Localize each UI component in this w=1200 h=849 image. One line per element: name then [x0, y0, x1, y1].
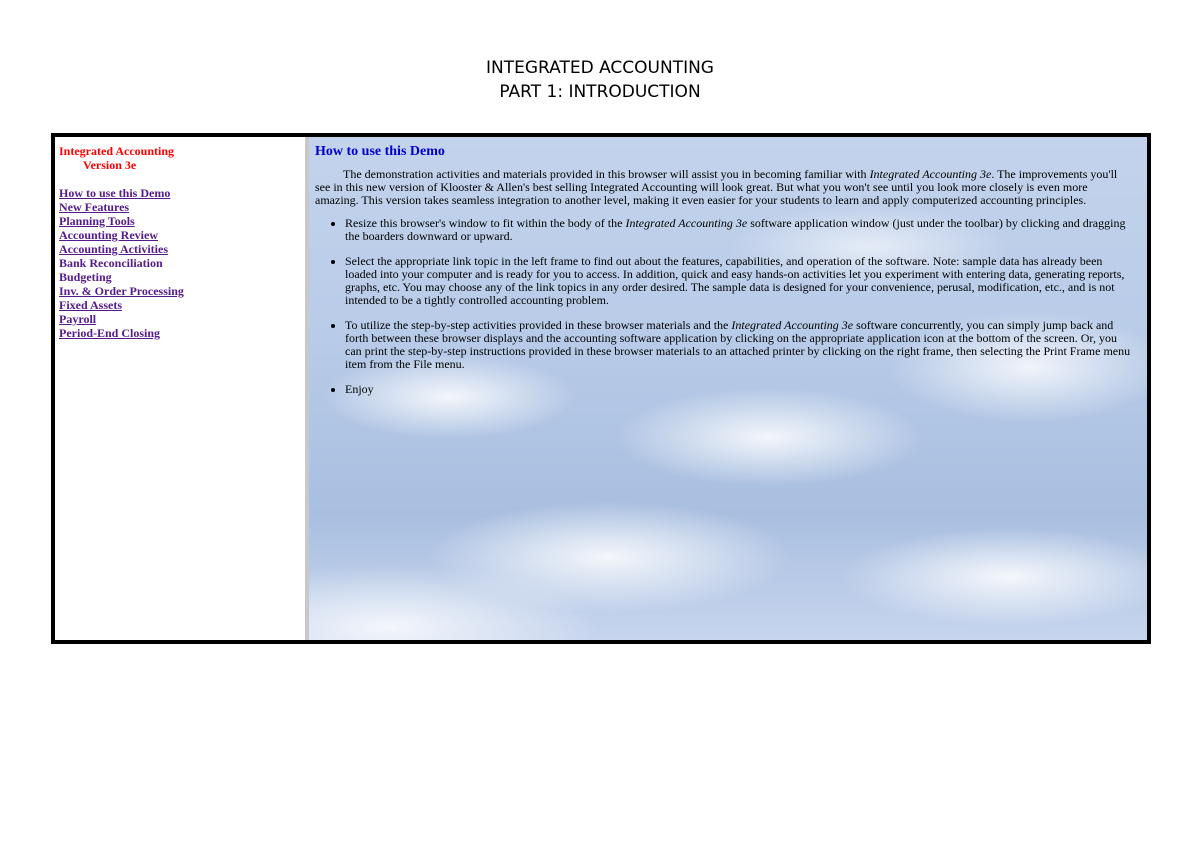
list-item	[345, 319, 1131, 371]
bullet3-product-name: Integrated Accounting 3e	[731, 318, 854, 332]
content-heading: How to use this Demo	[315, 144, 445, 159]
nav-version: Version 3e	[83, 158, 137, 172]
intro-paragraph	[315, 168, 1131, 207]
nav-link-planning-tools[interactable]: Planning Tools	[59, 214, 135, 228]
nav-title-text: Integrated Accounting	[59, 144, 174, 158]
nav-link-new-features[interactable]: New Features	[59, 200, 130, 214]
list-item: • Select the appropriate link topic in the left frame to find out about the features, capabilities, and operation of the software. Note: sample data has already been loaded into your computer and is ready for you to access. In addition, quick and easy hands-on activities let you experiment with entering data, generating reports, graphs, etc. You may choose any of the link topics in any order desired. The sample data is designed for your convenience, perusal, modification, etc., and is not intended to be a tightly controlled accounting problem.	[345, 255, 1131, 307]
nav-link-payroll[interactable]: Payroll	[59, 312, 97, 326]
page-title-line2: PART 1: INTRODUCTION	[499, 82, 701, 102]
list-item: • Enjoy	[345, 383, 1131, 396]
page-title-line1: INTEGRATED ACCOUNTING	[486, 58, 714, 78]
nav-link-period-end-closing[interactable]: Period-End Closing	[59, 326, 161, 340]
browser-frameset	[51, 133, 1151, 644]
intro-text-b: . The improvements you'll see in this new version of Klooster & Allen's best selling Integrated Accounting will look great. But what you won't see until you look more closely is even more amazing. This version takes seamless integration to another level, making it even easier for your students to learn and apply computerized accounting principles.	[315, 167, 1118, 207]
nav-link-how-to-use[interactable]: How to use this Demo	[59, 186, 171, 200]
bullet3-text-a: To utilize the step-by-step activities provided in these browser materials and the	[345, 318, 732, 332]
bullet1-text-a: Resize this browser's window to fit within the body of the	[345, 216, 626, 230]
nav-item-budgeting[interactable]: Budgeting	[59, 270, 112, 284]
nav-link-accounting-activities[interactable]: Accounting Activities	[59, 242, 168, 256]
nav-title	[59, 144, 305, 172]
nav-links	[59, 186, 305, 340]
instructions-list	[315, 217, 1131, 396]
intro-text-a: The demonstration activities and materials provided in this browser will assist you in becoming familiar with	[343, 167, 870, 181]
intro-product-name: Integrated Accounting 3e	[869, 167, 992, 181]
nav-item-bank-reconciliation[interactable]: Bank Reconciliation	[59, 256, 163, 270]
list-item	[345, 217, 1131, 243]
content-frame[interactable]	[309, 137, 1147, 640]
bullet1-product-name: Integrated Accounting 3e	[625, 216, 748, 230]
page-header	[0, 56, 1200, 104]
nav-link-fixed-assets[interactable]: Fixed Assets	[59, 298, 122, 312]
bullet1-text-b: software application window (just under the toolbar) by clicking and dragging the boarders downward or upward.	[345, 216, 1126, 243]
bullet3-text-b: software concurrently, you can simply jump back and forth between these browser displays and the accounting software application by clicking on the appropriate application icon at the bottom of the screen. Or, you can print the step-by-step instructions provided in these browser materials to an attached printer by clicking on the right frame, then selecting the Print Frame menu item from the File menu.	[345, 318, 1131, 371]
nav-link-inv-order-processing[interactable]: Inv. & Order Processing	[59, 284, 184, 298]
left-nav-frame[interactable]	[55, 137, 305, 640]
nav-link-accounting-review[interactable]: Accounting Review	[59, 228, 158, 242]
